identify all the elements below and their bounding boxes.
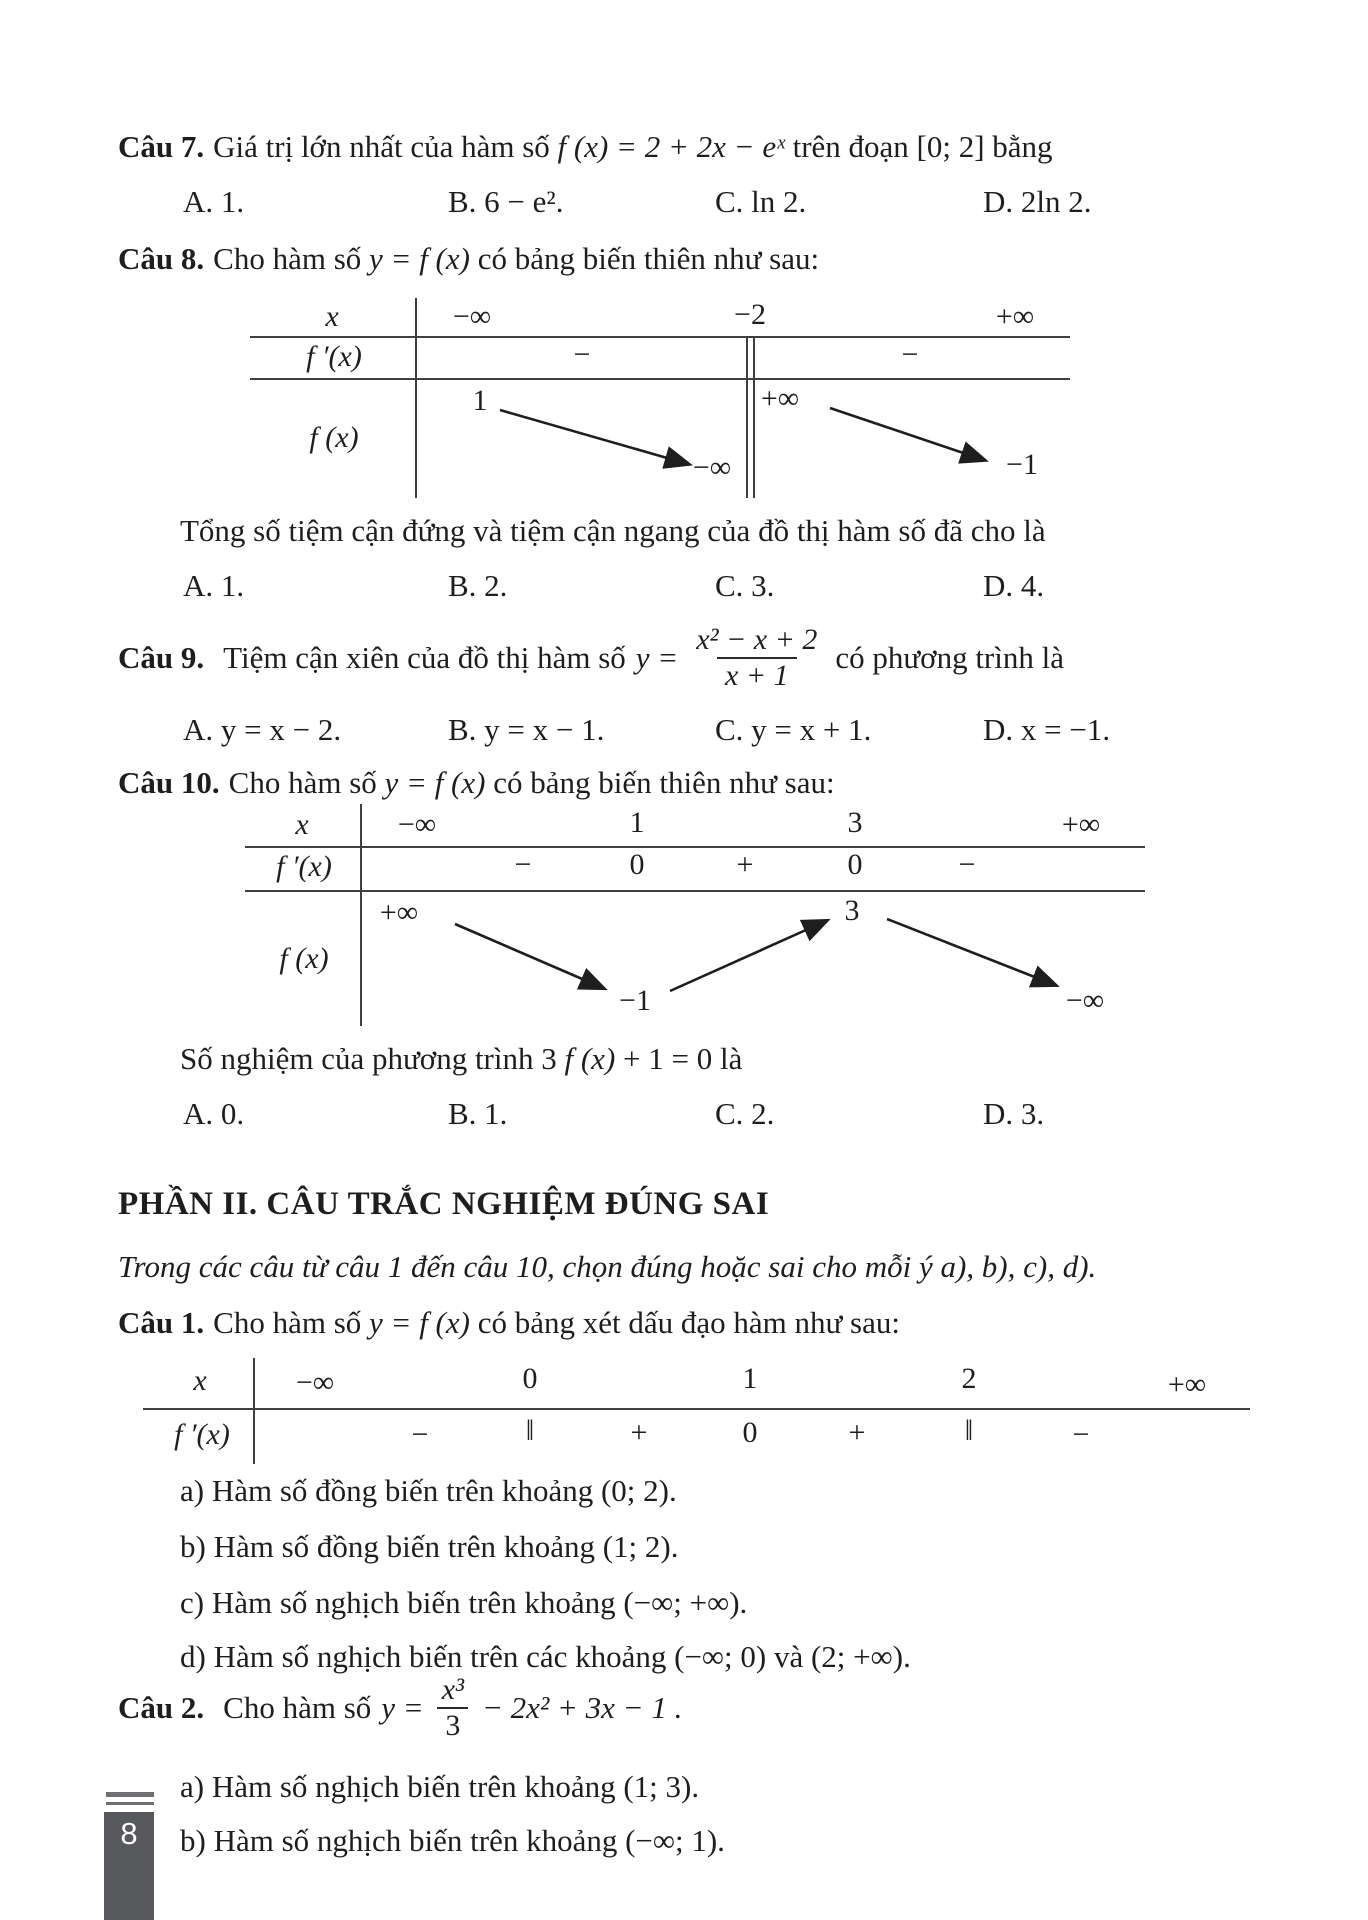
fprime-sign: − xyxy=(901,338,919,371)
question-7-options xyxy=(118,184,1363,220)
increasing-arrow xyxy=(660,909,845,1001)
question-7-line xyxy=(118,128,1053,167)
x-value: −2 xyxy=(734,298,766,331)
row-label-f: f (x) xyxy=(279,942,329,975)
fprime-sign: 0 xyxy=(742,1416,758,1449)
x-value: 2 xyxy=(961,1362,977,1395)
double-bar xyxy=(746,338,755,498)
table-divider xyxy=(253,1358,255,1464)
option-c: C. y = x + 1. xyxy=(715,712,872,747)
x-value: 1 xyxy=(629,806,645,839)
part2-question-1-line xyxy=(118,1304,900,1343)
footer-rule xyxy=(106,1802,154,1805)
x-value: 3 xyxy=(847,806,863,839)
fprime-sign: − xyxy=(1072,1418,1090,1451)
fraction-numerator: x² − x + 2 xyxy=(696,622,818,656)
x-value: −∞ xyxy=(295,1366,335,1399)
question-text: có bảng xét dấu đạo hàm như sau: xyxy=(469,1305,900,1340)
table-rule xyxy=(245,890,1145,892)
option-d: D. x = −1. xyxy=(983,712,1111,747)
row-label-x: x xyxy=(325,300,339,333)
stem-text: Tổng số tiệm cận đứng và tiệm cận ngang của đồ thị hàm số đã cho là xyxy=(180,513,1046,548)
x-value: −∞ xyxy=(452,300,492,333)
table-rule xyxy=(143,1408,1250,1410)
question-label: Câu 8. xyxy=(118,241,205,276)
part2-instruction: Trong các câu từ câu 1 đến câu 10, chọn đúng hoặc sai cho mỗi ý a), b), c), d). xyxy=(118,1249,1097,1284)
fprime-sign: + xyxy=(848,1416,866,1449)
sign-table-q1 xyxy=(143,1358,1250,1466)
option-b: B. 1. xyxy=(448,1096,508,1131)
fprime-sign: − xyxy=(514,848,532,881)
question-text: trên đoạn [0; 2] bằng xyxy=(784,129,1053,164)
question-10-options xyxy=(118,1096,1363,1132)
f-value: −∞ xyxy=(692,451,732,484)
table-divider xyxy=(360,804,362,1026)
fprime-sign: + xyxy=(630,1416,648,1449)
row-label-fprime: f ′(x) xyxy=(306,340,362,373)
f-value: +∞ xyxy=(760,382,800,415)
math-lead: y = xyxy=(381,1690,424,1725)
statement-d: d) Hàm số nghịch biến trên các khoảng (−∞; 0) và (2; +∞). xyxy=(180,1639,911,1674)
page-number: 8 xyxy=(120,1816,138,1851)
option-c: C. 2. xyxy=(715,1096,775,1131)
decreasing-arrow xyxy=(820,400,1005,472)
f-value: 1 xyxy=(472,384,488,417)
fraction-numerator: x³ xyxy=(441,1672,465,1706)
question-text: Cho hàm số xyxy=(213,1305,370,1340)
question-label: Câu 9. xyxy=(118,640,205,675)
option-c: C. 3. xyxy=(715,568,775,603)
option-b: B. y = x − 1. xyxy=(448,712,605,747)
fprime-sign: + xyxy=(736,848,754,881)
fraction xyxy=(688,623,825,694)
option-d: D. 4. xyxy=(983,568,1045,603)
footer-rule xyxy=(106,1792,154,1797)
stem-text: + 1 = 0 là xyxy=(615,1041,743,1076)
stem-text: Số nghiệm của phương trình 3 xyxy=(180,1041,565,1076)
math-expression: y = f (x) xyxy=(369,241,470,276)
decreasing-arrow xyxy=(490,402,705,477)
f-value: +∞ xyxy=(379,896,419,929)
decreasing-arrow xyxy=(443,916,623,1001)
question-text: Giá trị lớn nhất của hàm số xyxy=(213,129,558,164)
option-a: A. 0. xyxy=(183,1096,245,1131)
x-value: 0 xyxy=(522,1362,538,1395)
math-expression: f (x) = 2 + 2x − eˣ xyxy=(557,129,785,164)
decreasing-arrow xyxy=(875,909,1075,999)
x-value: +∞ xyxy=(1061,808,1101,841)
question-8-line xyxy=(118,240,819,279)
undefined-bar: ‖ xyxy=(525,1414,535,1447)
variation-table-q8 xyxy=(250,298,1070,498)
question-text: Cho hàm số xyxy=(228,765,385,800)
variation-table-q10 xyxy=(245,804,1145,1026)
table-divider xyxy=(415,298,417,498)
table-rule xyxy=(250,378,1070,380)
option-d: D. 3. xyxy=(983,1096,1045,1131)
question-label: Câu 7. xyxy=(118,129,205,164)
fprime-sign: − xyxy=(411,1418,429,1451)
row-label-fprime: f ′(x) xyxy=(276,850,332,883)
question-8-stem xyxy=(180,512,1046,551)
row-label-x: x xyxy=(193,1364,207,1397)
question-9-options xyxy=(118,712,1363,748)
question-text: có phương trình là xyxy=(835,640,1064,675)
fprime-sign: − xyxy=(573,338,591,371)
question-label: Câu 1. xyxy=(118,1305,205,1340)
option-a: A. 1. xyxy=(183,568,245,603)
statement-a: a) Hàm số đồng biến trên khoảng (0; 2). xyxy=(180,1473,677,1508)
option-d: D. 2ln 2. xyxy=(983,184,1092,219)
f-value: 3 xyxy=(844,894,860,927)
question-label: Câu 10. xyxy=(118,765,220,800)
fraction-denominator: x + 1 xyxy=(717,657,797,694)
row-label-f: f (x) xyxy=(309,421,359,454)
row-label-x: x xyxy=(295,808,309,841)
option-b: B. 2. xyxy=(448,568,508,603)
part2-heading: PHẦN II. CÂU TRẮC NGHIỆM ĐÚNG SAI xyxy=(118,1186,770,1222)
math-expression: y = f (x) xyxy=(384,765,486,800)
statement-a: a) Hàm số nghịch biến trên khoảng (1; 3). xyxy=(180,1769,700,1804)
question-9-line xyxy=(118,608,1064,708)
statement-b: b) Hàm số đồng biến trên khoảng (1; 2). xyxy=(180,1529,679,1564)
x-value: +∞ xyxy=(995,300,1035,333)
question-text: có bảng biến thiên như sau: xyxy=(485,765,835,800)
statement-b: b) Hàm số nghịch biến trên khoảng (−∞; 1). xyxy=(180,1823,725,1858)
math-expression: f (x) xyxy=(564,1041,616,1076)
question-text: Cho hàm số xyxy=(213,241,370,276)
question-text: Cho hàm số xyxy=(223,1690,372,1725)
page-number-box xyxy=(104,1812,154,1920)
fprime-sign: − xyxy=(958,848,976,881)
table-rule xyxy=(245,846,1145,848)
table-rule xyxy=(250,336,1070,338)
question-10-stem xyxy=(180,1040,742,1079)
option-a: A. 1. xyxy=(183,184,245,219)
f-value: −∞ xyxy=(1065,984,1105,1017)
fprime-sign: 0 xyxy=(629,848,645,881)
x-value: +∞ xyxy=(1167,1368,1207,1401)
fraction xyxy=(434,1673,472,1744)
option-b: B. 6 − e². xyxy=(448,184,564,219)
undefined-bar: ‖ xyxy=(964,1414,974,1447)
row-label-fprime: f ′(x) xyxy=(174,1418,230,1451)
fprime-sign: 0 xyxy=(847,848,863,881)
f-value: −1 xyxy=(1006,448,1038,481)
question-text: có bảng biến thiên như sau: xyxy=(469,241,820,276)
math-lead: y = xyxy=(635,640,679,675)
option-a: A. y = x − 2. xyxy=(183,712,342,747)
part2-question-2-line xyxy=(118,1658,682,1758)
statement-c: c) Hàm số nghịch biến trên khoảng (−∞; +∞). xyxy=(180,1585,748,1620)
option-c: C. ln 2. xyxy=(715,184,807,219)
x-value: 1 xyxy=(742,1362,758,1395)
math-expression: y = f (x) xyxy=(369,1305,470,1340)
question-10-line xyxy=(118,764,835,803)
fraction-denominator: 3 xyxy=(437,1707,468,1744)
x-value: −∞ xyxy=(397,808,437,841)
question-label: Câu 2. xyxy=(118,1690,205,1725)
f-value: −1 xyxy=(619,984,651,1017)
question-text: Tiệm cận xiên của đồ thị hàm số xyxy=(223,640,626,675)
math-tail: − 2x² + 3x − 1 . xyxy=(482,1690,683,1725)
question-8-options xyxy=(118,568,1363,604)
